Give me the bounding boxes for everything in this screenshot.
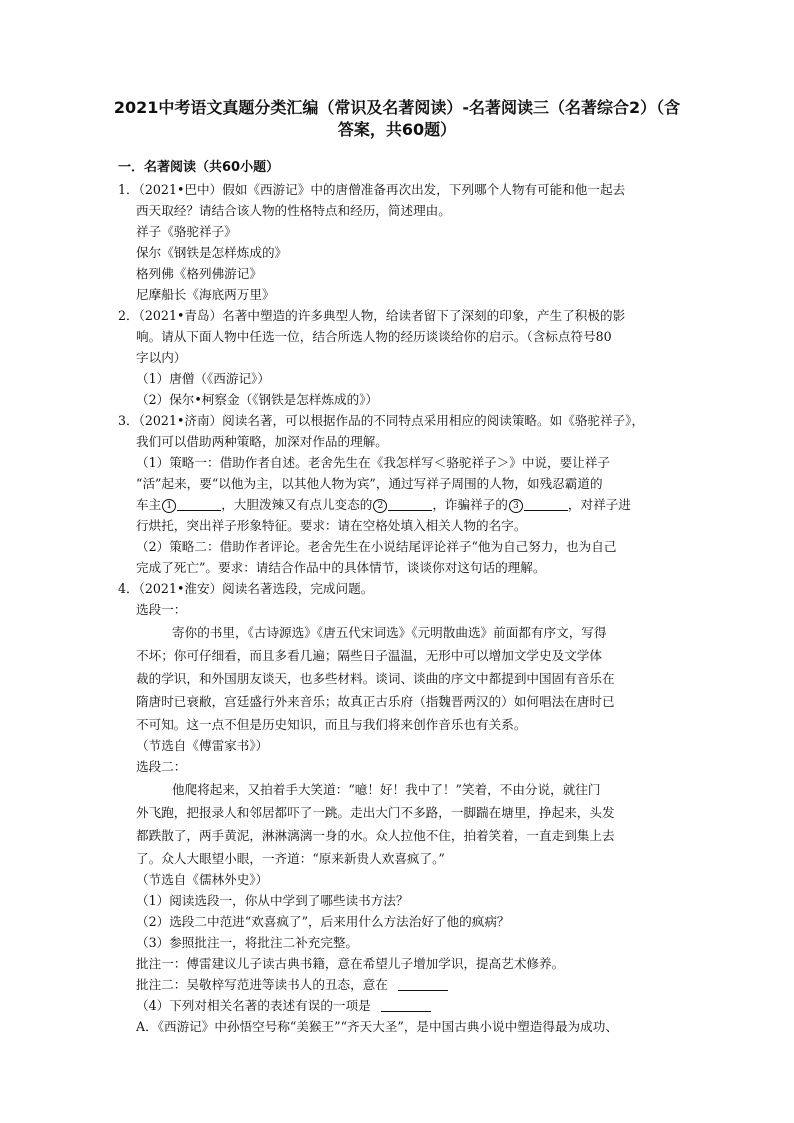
blank-number-3: 3 (509, 499, 523, 513)
answer-blank-2[interactable] (388, 496, 432, 511)
q4-excerpt-1-line-5: 不可知。这一点不但是历史知识，而且与我们将来创作音乐也有关系。 (136, 717, 527, 732)
title-line-1: 2021中考语文真题分类汇编（常识及名著阅读）-名著阅读三（名著综合2）（含 (113, 98, 681, 117)
q2-sub-1: （1）唐僧（《西游记》） (136, 371, 270, 386)
q3-line-5-c: ，诈骗祥子的 (432, 497, 508, 512)
q4-excerpt-1-line-2: 不坏；你可仔细看，而且多看几遍；隔些日子温温，无形中可以增加文学史及文学体 (136, 648, 602, 663)
section-heading: 一．名著阅读（共60小题） (118, 160, 280, 175)
q4-excerpt-2-label: 选段二： (136, 759, 187, 774)
q1-option-1: 祥子《骆驼祥子》 (136, 224, 237, 239)
q4-excerpt-2-source: （节选自《儒林外史》） (136, 872, 269, 887)
q2-sub-2: （2）保尔•柯察金（《钢铁是怎样炼成的》） (136, 392, 379, 407)
q3-line-7: （2）策略二：借助作者评论。老舍先生在小说结尾评论祥子“他为自己努力，也为自己 (136, 539, 617, 554)
document-title (100, 97, 694, 141)
q3-line-6: 行烘托，突出祥子形象特征。要求：请在空格处填入相关人物的名字。 (136, 518, 527, 533)
answer-blank-1[interactable] (177, 496, 221, 511)
q4-comment-1: 批注一：傅雷建议儿子读古典书籍，意在希望儿子增加学识，提高艺术修养。 (136, 956, 565, 971)
q3-line-5-b: ，大胆泼辣又有点儿变态的 (221, 497, 373, 512)
q1-option-2: 保尔《钢铁是怎样炼成的》 (136, 245, 288, 260)
q2-line-2: 响。请从下面人物中任选一位，结合所选人物的经历谈谈给你的启示。（含标点符号80 (136, 329, 612, 344)
q3-line-8: 完成了死亡”。要求：请结合作品中的具体情节，谈谈你对这句话的理解。 (136, 560, 546, 575)
q3-line-2: 我们可以借助两种策略，加深对作品的理解。 (136, 434, 388, 449)
q1-line-2: 西天取经？请结合该人物的性格特点和经历，简述理由。 (136, 203, 451, 218)
q3-line-3: （1）策略一：借助作者自述。老舍先生在《我怎样写＜骆驼祥子＞》中说，要让祥子 (136, 455, 610, 470)
q4-excerpt-2-line-2: 外飞跑，把报录人和邻居都吓了一跳。走出大门不多路，一脚踹在塘里，挣起来，头发 (136, 805, 615, 820)
blank-number-2: 2 (373, 499, 387, 513)
sub-4-answer-blank[interactable] (381, 997, 431, 1012)
q4-sub-3: （3）参照批注一，将批注二补充完整。 (136, 935, 359, 950)
q3-line-5-d: ，对祥子进 (567, 497, 631, 512)
q4-sub-4 (136, 996, 431, 1016)
q3-line-5-a: 车主 (136, 497, 162, 512)
q4-excerpt-2-line-1: 他爬将起来，又拍着手大笑道：“噫！好！我中了！”笑着，不由分说，就往门 (172, 782, 601, 797)
q4-excerpt-2-line-4: 了。众人大眼望小眼，一齐道：“原来新贵人欢喜疯了。” (136, 851, 445, 866)
q4-option-a: A．《西游记》中孙悟空号称“美猴王”“齐天大圣”，是中国古典小说中塑造得最为成功、 (136, 1019, 618, 1034)
q4-sub-4-text: （4）下列对相关名著的表述有误的一项是 (136, 998, 371, 1013)
answer-blank-3[interactable] (524, 496, 568, 511)
q4-sub-1: （1）阅读选段一，你从中学到了哪些读书方法？ (136, 893, 409, 908)
q4-excerpt-1-line-1: 寄你的书里，《古诗源选》《唐五代宋词选》《元明散曲选》前面都有序文，写得 (172, 625, 607, 640)
q3-line-5 (136, 495, 631, 515)
q4-excerpt-1-source: （节选自《傅雷家书》） (136, 738, 269, 753)
q4-comment-2 (136, 975, 448, 995)
q1-line-1: 1．（2021•巴中）假如《西游记》中的唐僧准备再次出发，下列哪个人物有可能和他一起去 (118, 182, 626, 197)
comment-2-answer-blank[interactable] (398, 976, 448, 991)
q3-line-1: 3．（2021•济南）阅读名著，可以根据作品的不同特点采用相应的阅读策略。如《骆驼祥子》， (118, 413, 645, 428)
q4-excerpt-1-line-4: 隋唐时已衰敝，宫廷盛行外来音乐；故真正古乐府（指魏晋两汉的）如何唱法在唐时已 (136, 694, 615, 709)
q3-line-4: “活”起来，要“以他为主，以其他人物为宾”，通过写祥子周围的人物，如残忍霸道的 (136, 476, 603, 491)
q4-comment-2-text: 批注二：吴敬梓写范进等读书人的丑态，意在 (136, 977, 388, 992)
q4-excerpt-2-line-3: 都跌散了，两手黄泥，淋淋漓漓一身的水。众人拉他不住，拍着笑着，一直走到集上去 (136, 828, 615, 843)
title-line-2: 答案，共60题） (337, 120, 457, 139)
blank-number-1: 1 (162, 499, 176, 513)
q4-sub-2: （2）选段二中范进“欢喜疯了”，后来用什么方法治好了他的疯病？ (136, 914, 510, 929)
q4-excerpt-1-label: 选段一： (136, 602, 187, 617)
q4-excerpt-1-line-3: 裁的学识，和外国朋友谈天，也多些材料。谈词、谈曲的序文中都提到中国固有音乐在 (136, 671, 615, 686)
q2-line-1: 2．（2021•青岛）名著中塑造的许多典型人物，给读者留下了深刻的印象，产生了积极的影 (118, 308, 626, 323)
q4-line-1: 4．（2021•淮安）阅读名著选段，完成问题。 (118, 581, 374, 596)
q2-line-3: 字以内） (136, 350, 187, 365)
q1-option-4: 尼摩船长《海底两万里》 (136, 287, 275, 302)
q1-option-3: 格列佛《格列佛游记》 (136, 266, 262, 281)
